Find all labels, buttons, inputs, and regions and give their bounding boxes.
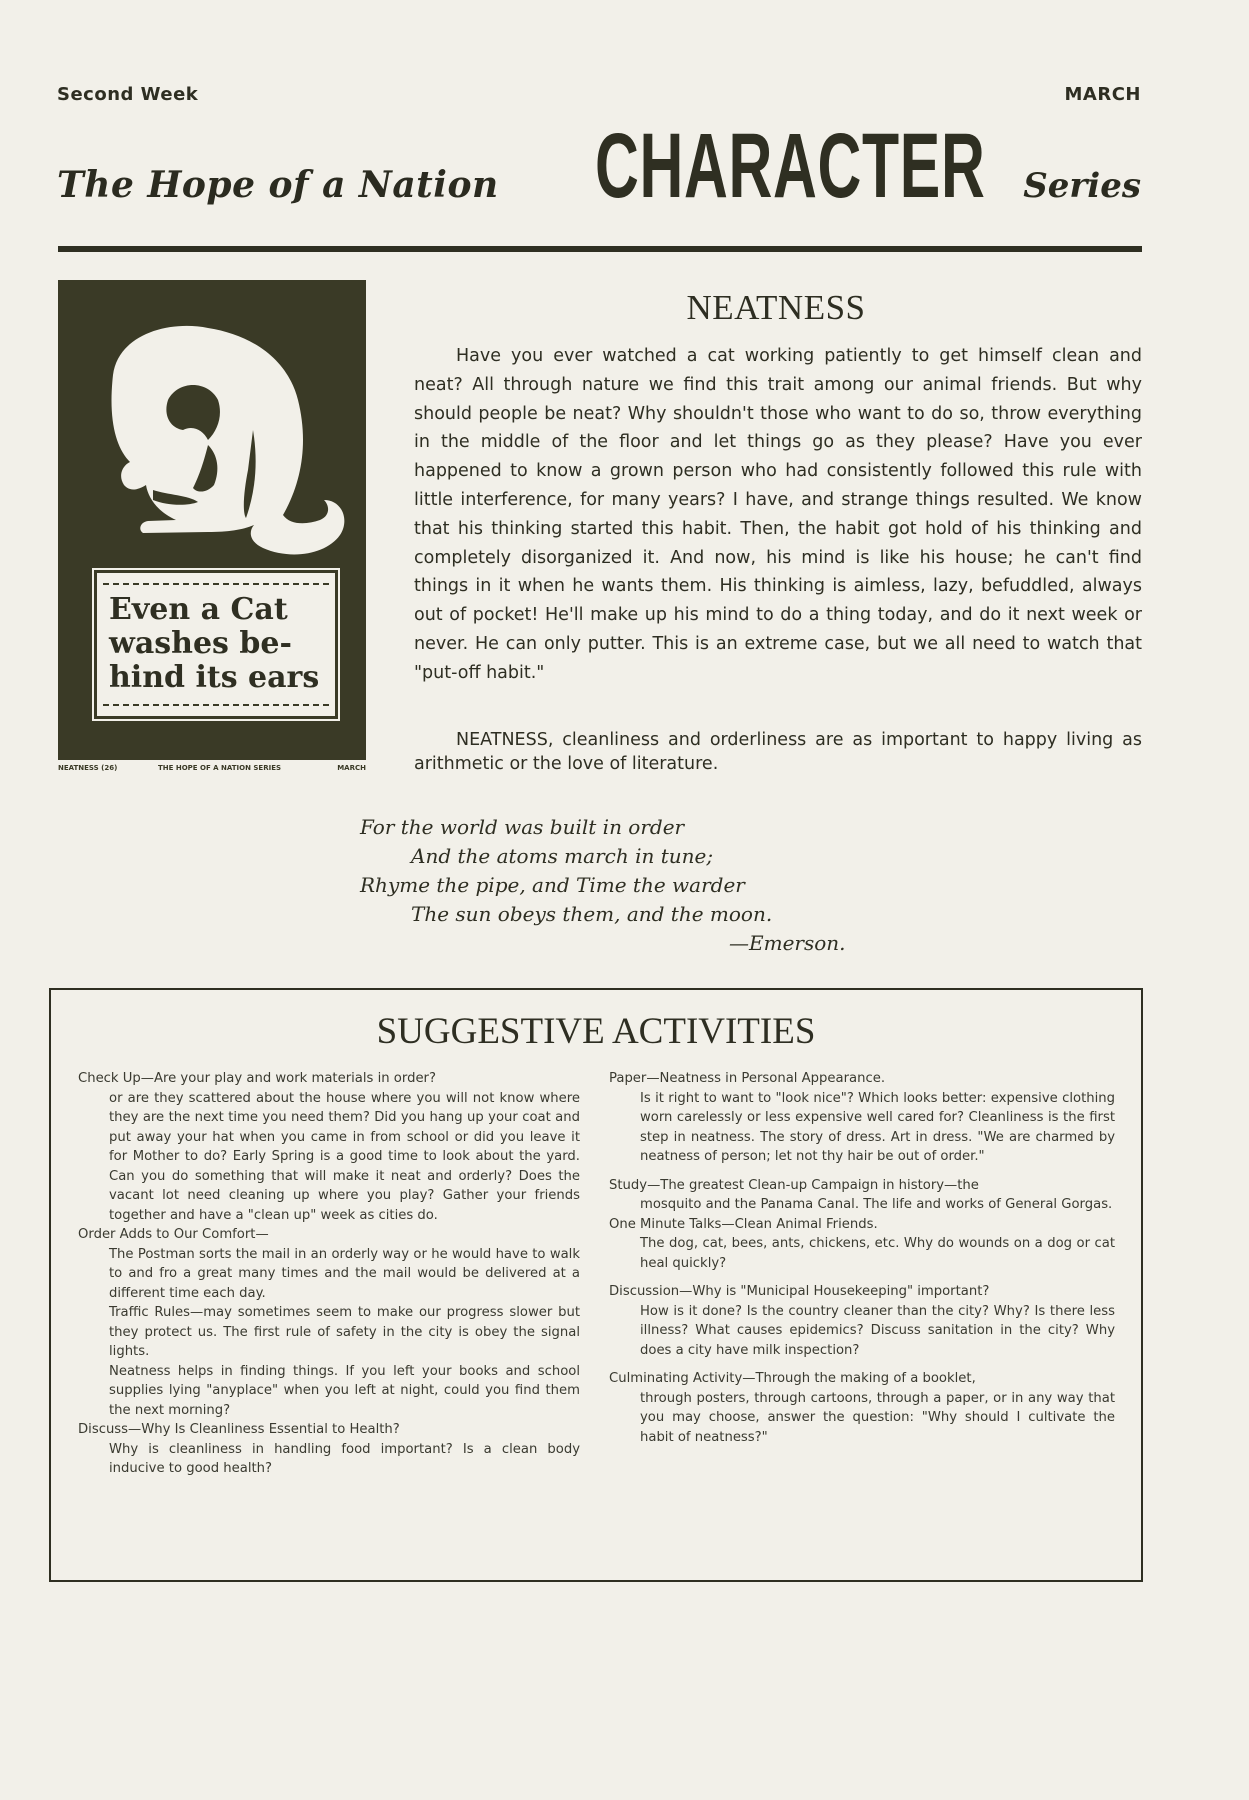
activity-body: Is it right to want to "look nice"? Which looks better: expensive clothing worn carelessly or less expensive well cared for? Cleanliness is the first step in neatness. The story of dress. Art in dress. "We are charmed by neatness of person; let not thy hair be out of order." [640,1090,1115,1164]
activity-item [609,1176,1115,1215]
activity-body: The Postman sorts the mail in an orderly way or he would have to walk to and fro a great many times and the mail would be delivered at a different time each day. [109,1246,580,1301]
activity-item [78,1362,580,1421]
activity-heading: Order Adds to Our Comfort— [78,1227,269,1242]
activity-item [609,1069,1115,1167]
poem-line: And the atoms march in tune; [411,844,714,868]
activity-body: or are they scattered about the house where you will not know where they are the next time you need them? Did you hang up your coat and put away your hat when you came in from school or did you leave it for Mother to do? Early Spring is a good time to look about the yard. Can you do something that will make it neat and orderly? Does the vacant lot need cleaning up where you play? Gather your friends together and have a "clean up" week as cities do. [109,1090,580,1223]
activity-body: Neatness helps in finding things. If you left your books and school supplies lying "anyplace" when you left at night, could you find them the next morning? [109,1363,580,1418]
activity-body: Traffic Rules—may sometimes seem to make our progress slower but they protect us. The first rule of safety in the city is obey the signal lights. [109,1305,580,1359]
cat-poster [58,280,366,780]
activity-item [609,1215,1115,1274]
activity-item [78,1069,580,1225]
activity-heading: One Minute Talks—Clean Animal Friends. [609,1216,878,1232]
activity-item [78,1420,580,1479]
article-paragraph-1a: Have you ever watched a cat working patiently to get himself clean and neat? All through nature we find this trait among our animal friends. But why should people be neat? Why shouldn't those who want to do so, throw everything in the middle of the floor and let things go as they please? Have you ever happened to know a grown person who had consistently followed this rule with little interference, for many years? I have, and strange things resulted. [414,346,1142,510]
activity-heading: Check Up—Are your play and work materials in order? [78,1071,436,1086]
article-title: NEATNESS [686,288,866,327]
poster-footer-middle: THE HOPE OF A NATION SERIES [158,764,282,772]
header-rule [58,246,1142,252]
spacer [609,1360,1115,1369]
title-character: CHARACTER [595,115,986,217]
month-label: MARCH [1064,84,1141,105]
activity-item [609,1369,1115,1447]
series-title [57,115,1141,218]
poem-line: Rhyme the pipe, and Time the warder [360,873,745,897]
title-series: Series [1023,166,1141,206]
article-paragraph-1 [414,342,1142,688]
activity-heading: Paper—Neatness in Personal Appearance. [609,1071,886,1086]
spacer [609,1167,1115,1176]
article-paragraph-2: NEATNESS, cleanliness and orderliness are as important to happy living as arithmetic or the love of literature. [414,730,1142,774]
cat-washing-icon [58,280,366,560]
activities-left-column [78,1069,580,1479]
activity-body: How is it done? Is the country cleaner than the city? Why? Is there less illness? What causes epidemics? Discuss sanitation in the city? Why does a city have milk inspection? [640,1303,1115,1358]
article-paragraph-1b: We know that his thinking started this habit. Then, the habit got hold of his thinking and completely disorganized it. And now, his mind is like his house; he can't find things in it when he wants them. His thinking is aimless, lazy, befuddled, always out of pocket! He'll make up his mind to do a thing today, and do it next week or never. He can only putter. This is an extreme case, but we all need to watch that "put-off habit." [414,489,1142,683]
week-label: Second Week [57,84,199,105]
title-tagline: The Hope of a Nation [57,164,499,206]
activity-item [78,1303,580,1362]
poster-footer-left: NEATNESS (26) [58,764,118,772]
activity-body: The dog, cat, bees, ants, chickens, etc. Why do wounds on a dog or cat heal quickly? [640,1236,1115,1271]
activity-heading: Discuss—Why Is Cleanliness Essential to Health? [78,1422,400,1437]
activity-item [78,1225,580,1303]
activity-body: Why is cleanliness in handling food important? Is a clean body inducive to good health? [109,1441,580,1476]
poster-footer-right: MARCH [337,764,366,772]
poem-attribution: —Emerson. [729,931,846,955]
activity-item [609,1282,1115,1360]
poem-line: For the world was built in order [360,815,685,839]
activity-heading: Study—The greatest Clean-up Campaign in history—the [609,1177,979,1193]
activity-heading: Culminating Activity—Through the making of a booklet, [609,1371,976,1386]
poster-caption: Even a Cat washes be- hind its ears [109,592,320,695]
activity-body: mosquito and the Panama Canal. The life and works of General Gorgas. [640,1197,1113,1212]
poem-line: The sun obeys them, and the moon. [411,902,773,926]
poster-caption-box [94,570,338,719]
activities-title: SUGGESTIVE ACTIVITIES [376,1011,816,1052]
activity-body: through posters, through cartoons, through a paper, or in any way that you may choose, answer the question: "Why should I cultivate the habit of neatness?" [640,1390,1115,1445]
spacer [609,1273,1115,1282]
activities-right-column [609,1069,1115,1447]
activity-heading: Discussion—Why is "Municipal Housekeeping" important? [609,1284,990,1299]
poster-footer [58,760,366,780]
